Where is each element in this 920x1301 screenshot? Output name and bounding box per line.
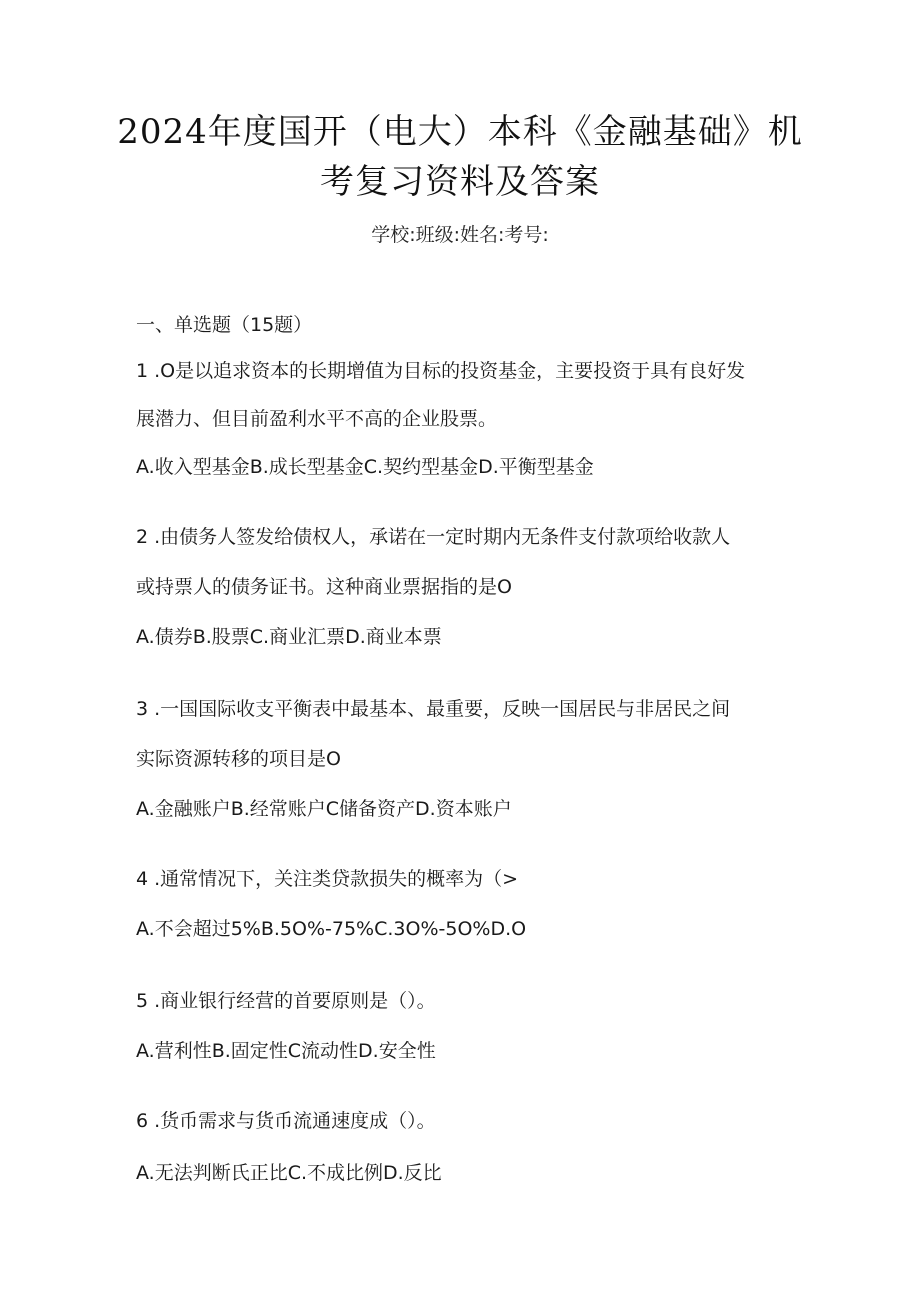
question-3-line-2: 实际资源转移的项目是O <box>136 748 341 770</box>
question-1-line-1: 1 .O是以追求资本的长期增值为目标的投资基金，主要投资于具有良好发 <box>136 360 746 382</box>
question-4-options: A.不会超过5%B.5O%-75%C.3O%-5O%D.O <box>136 918 527 940</box>
question-5-options: A.营利性B.固定性C流动性D.安全性 <box>136 1040 436 1062</box>
document-title-line-1: 2024年度国开（电大）本科《金融基础》机 <box>117 112 803 152</box>
question-1-line-2: 展潜力、但目前盈利水平不高的企业股票。 <box>136 408 498 430</box>
question-3-options: A.金融账户B.经常账户C储备资产D.资本账户 <box>136 798 512 820</box>
section-heading: 一、单选题（15题） <box>136 314 313 336</box>
student-info-line: 学校:班级:姓名:考号: <box>371 224 549 246</box>
question-5-line-1: 5 .商业银行经营的首要原则是（）。 <box>136 990 436 1012</box>
question-3-line-1: 3 .一国国际收支平衡表中最基本、最重要，反映一国居民与非居民之间 <box>136 698 731 720</box>
question-2-line-2: 或持票人的债务证书。这种商业票据指的是O <box>136 576 512 598</box>
document-title-line-2: 考复习资料及答案 <box>320 162 600 202</box>
question-6-options: A.无法判断氏正比C.不成比例D.反比 <box>136 1162 442 1184</box>
question-4-line-1: 4 .通常情况下，关注类贷款损失的概率为（> <box>136 868 519 890</box>
question-2-options: A.债券B.股票C.商业汇票D.商业本票 <box>136 626 442 648</box>
question-6-line-1: 6 .货币需求与货币流通速度成（）。 <box>136 1110 436 1132</box>
question-2-line-1: 2 .由债务人签发给债权人，承诺在一定时期内无条件支付款项给收款人 <box>136 526 731 548</box>
question-1-options: A.收入型基金B.成长型基金C.契约型基金D.平衡型基金 <box>136 456 594 478</box>
